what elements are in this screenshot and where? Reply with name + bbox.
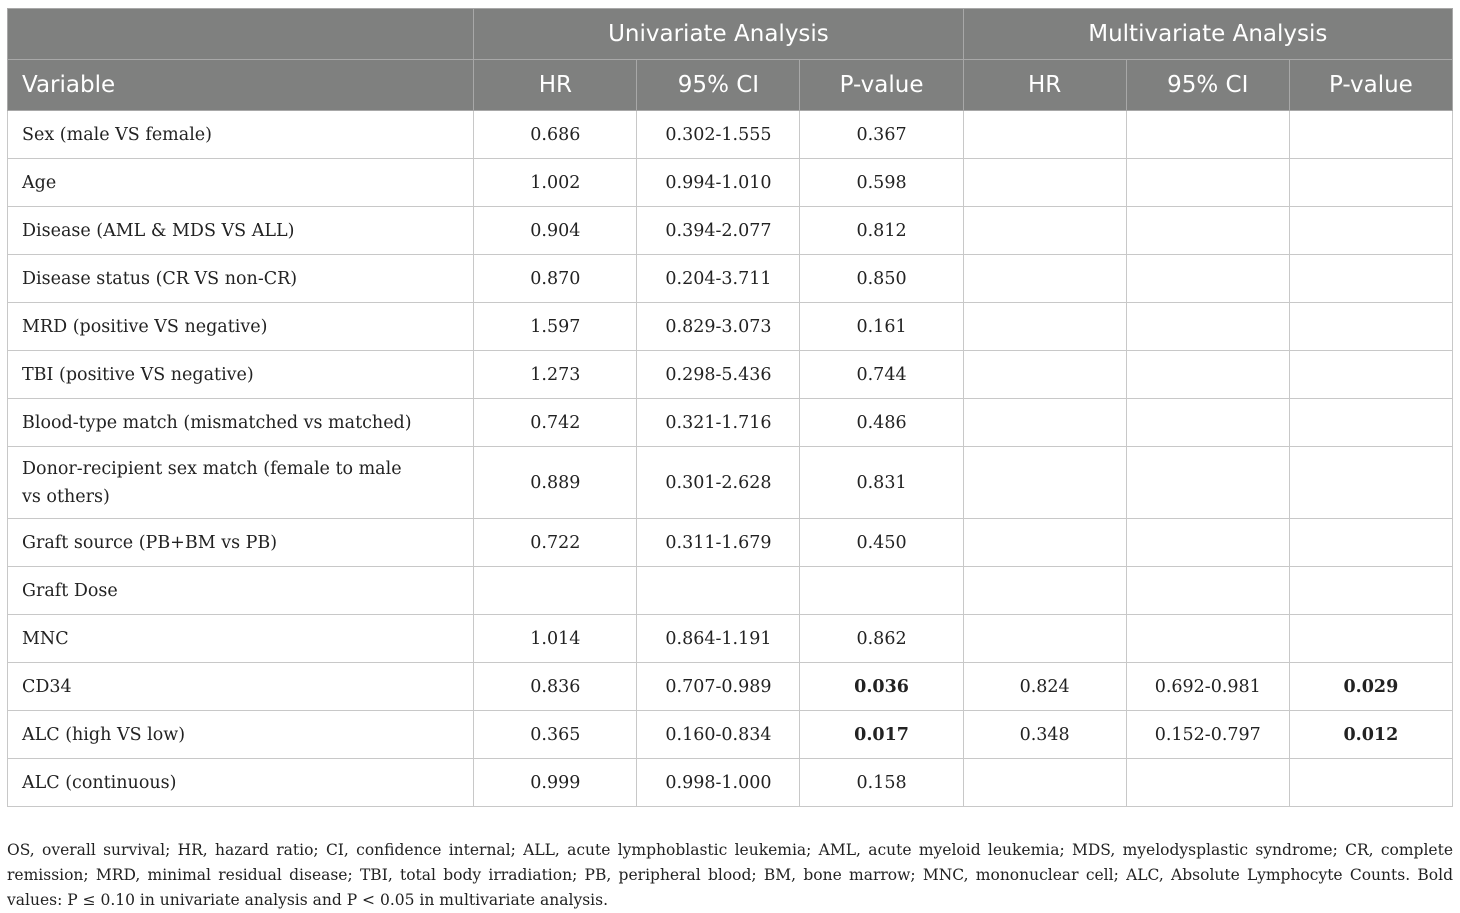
variable-cell: Age [8,159,474,207]
uni-p-cell: 0.158 [800,759,963,807]
uni-ci-cell: 0.302-1.555 [637,111,800,159]
multi-p-cell [1289,159,1452,207]
uni-hr-cell [474,567,637,615]
table-row [8,399,1453,447]
multi-ci-cell [1126,111,1289,159]
multi-hr-cell [963,351,1126,399]
multi-hr-cell: 0.348 [963,711,1126,759]
uni-ci-cell: 0.394-2.077 [637,207,800,255]
multi-ci-cell [1126,447,1289,519]
uni-p-cell: 0.367 [800,111,963,159]
multi-hr-cell [963,255,1126,303]
multi-hr-cell [963,111,1126,159]
multi-ci-cell [1126,351,1289,399]
multi-p-cell [1289,111,1452,159]
multi-hr-cell [963,303,1126,351]
header-multi-hr: HR [963,60,1126,111]
variable-cell: MRD (positive VS negative) [8,303,474,351]
variable-cell: ALC (high VS low) [8,711,474,759]
uni-hr-cell: 0.870 [474,255,637,303]
table-row [8,159,1453,207]
uni-hr-cell: 0.742 [474,399,637,447]
uni-ci-cell: 0.301-2.628 [637,447,800,519]
multi-hr-cell [963,615,1126,663]
variable-cell [8,447,474,519]
multi-p-cell [1289,399,1452,447]
multi-p-cell [1289,255,1452,303]
multi-ci-cell [1126,255,1289,303]
uni-hr-cell: 0.686 [474,111,637,159]
multi-ci-cell [1126,207,1289,255]
table-row [8,303,1453,351]
multi-hr-cell [963,519,1126,567]
table-row [8,207,1453,255]
uni-ci-cell: 0.160-0.834 [637,711,800,759]
variable-text: Donor-recipient sex match (female to male vs others) [22,458,402,507]
multi-hr-cell [963,207,1126,255]
table-row [8,447,1453,519]
multi-ci-cell [1126,759,1289,807]
variable-cell: Blood-type match (mismatched vs matched) [8,399,474,447]
uni-p-cell: 0.831 [800,447,963,519]
header-variable: Variable [8,60,474,111]
multi-p-cell [1289,447,1452,519]
uni-ci-cell: 0.994-1.010 [637,159,800,207]
multi-p-cell [1289,207,1452,255]
uni-p-cell [800,567,963,615]
uni-hr-cell: 0.904 [474,207,637,255]
header-univariate: Univariate Analysis [474,9,963,60]
table-row [8,567,1453,615]
uni-ci-cell: 0.998-1.000 [637,759,800,807]
uni-p-cell-bold: 0.036 [800,663,963,711]
uni-hr-cell: 1.002 [474,159,637,207]
uni-ci-cell [637,567,800,615]
table-footnote: OS, overall survival; HR, hazard ratio; CI, confidence internal; ALL, acute lymphoblastic leukemia; AML, acute myeloid leukemia; MDS, myelodysplastic syndrome; CR, complete remission; MRD, minimal residual disease; TBI, total body irradiation; PB, peripheral blood; BM, bone marrow; MNC, mononuclear cell; ALC, Absolute Lymphocyte Counts. Bold values: P ≤ 0.10 in univariate analysis and P < 0.05 in multivariate analysis. [7,840,1453,909]
table-row [8,711,1453,759]
multi-ci-cell [1126,615,1289,663]
cox-regression-table [7,8,1453,807]
uni-p-cell-bold: 0.017 [800,711,963,759]
multi-p-cell [1289,351,1452,399]
variable-cell: Disease (AML & MDS VS ALL) [8,207,474,255]
uni-ci-cell: 0.204-3.711 [637,255,800,303]
header-multi-ci: 95% CI [1126,60,1289,111]
uni-p-cell: 0.862 [800,615,963,663]
uni-ci-cell: 0.707-0.989 [637,663,800,711]
uni-p-cell: 0.450 [800,519,963,567]
uni-hr-cell: 1.273 [474,351,637,399]
uni-ci-cell: 0.298-5.436 [637,351,800,399]
uni-ci-cell: 0.321-1.716 [637,399,800,447]
uni-ci-cell: 0.829-3.073 [637,303,800,351]
multi-hr-cell: 0.824 [963,663,1126,711]
multi-p-cell [1289,759,1452,807]
header-uni-ci: 95% CI [637,60,800,111]
header-multivariate: Multivariate Analysis [963,9,1452,60]
multi-hr-cell [963,399,1126,447]
uni-p-cell: 0.161 [800,303,963,351]
variable-cell: Disease status (CR VS non-CR) [8,255,474,303]
variable-cell: Sex (male VS female) [8,111,474,159]
multi-hr-cell [963,159,1126,207]
multi-p-cell-bold: 0.012 [1289,711,1452,759]
uni-p-cell: 0.744 [800,351,963,399]
table-row [8,255,1453,303]
header-multi-pvalue: P-value [1289,60,1452,111]
multi-hr-cell [963,759,1126,807]
table-container [7,8,1453,807]
multi-ci-cell: 0.152-0.797 [1126,711,1289,759]
uni-hr-cell: 0.365 [474,711,637,759]
uni-hr-cell: 1.014 [474,615,637,663]
multi-p-cell [1289,615,1452,663]
multi-ci-cell [1126,303,1289,351]
uni-hr-cell: 0.889 [474,447,637,519]
uni-hr-cell: 1.597 [474,303,637,351]
uni-p-cell: 0.812 [800,207,963,255]
multi-ci-cell [1126,567,1289,615]
table-row [8,519,1453,567]
header-column-row [8,60,1453,111]
uni-ci-cell: 0.311-1.679 [637,519,800,567]
uni-ci-cell: 0.864-1.191 [637,615,800,663]
variable-cell: ALC (continuous) [8,759,474,807]
uni-p-cell: 0.598 [800,159,963,207]
variable-cell: TBI (positive VS negative) [8,351,474,399]
multi-hr-cell [963,567,1126,615]
multi-p-cell-bold: 0.029 [1289,663,1452,711]
multi-hr-cell [963,447,1126,519]
multi-ci-cell: 0.692-0.981 [1126,663,1289,711]
header-uni-pvalue: P-value [800,60,963,111]
uni-p-cell: 0.850 [800,255,963,303]
variable-cell: Graft Dose [8,567,474,615]
table-row [8,759,1453,807]
uni-hr-cell: 0.836 [474,663,637,711]
variable-cell: MNC [8,615,474,663]
uni-p-cell: 0.486 [800,399,963,447]
table-row [8,663,1453,711]
multi-ci-cell [1126,159,1289,207]
variable-cell: Graft source (PB+BM vs PB) [8,519,474,567]
header-empty-cell [8,9,474,60]
header-group-row [8,9,1453,60]
multi-ci-cell [1126,519,1289,567]
table-row [8,351,1453,399]
variable-cell: CD34 [8,663,474,711]
uni-hr-cell: 0.722 [474,519,637,567]
multi-p-cell [1289,519,1452,567]
uni-hr-cell: 0.999 [474,759,637,807]
multi-p-cell [1289,303,1452,351]
header-uni-hr: HR [474,60,637,111]
multi-ci-cell [1126,399,1289,447]
table-row [8,111,1453,159]
table-row [8,615,1453,663]
multi-p-cell [1289,567,1452,615]
